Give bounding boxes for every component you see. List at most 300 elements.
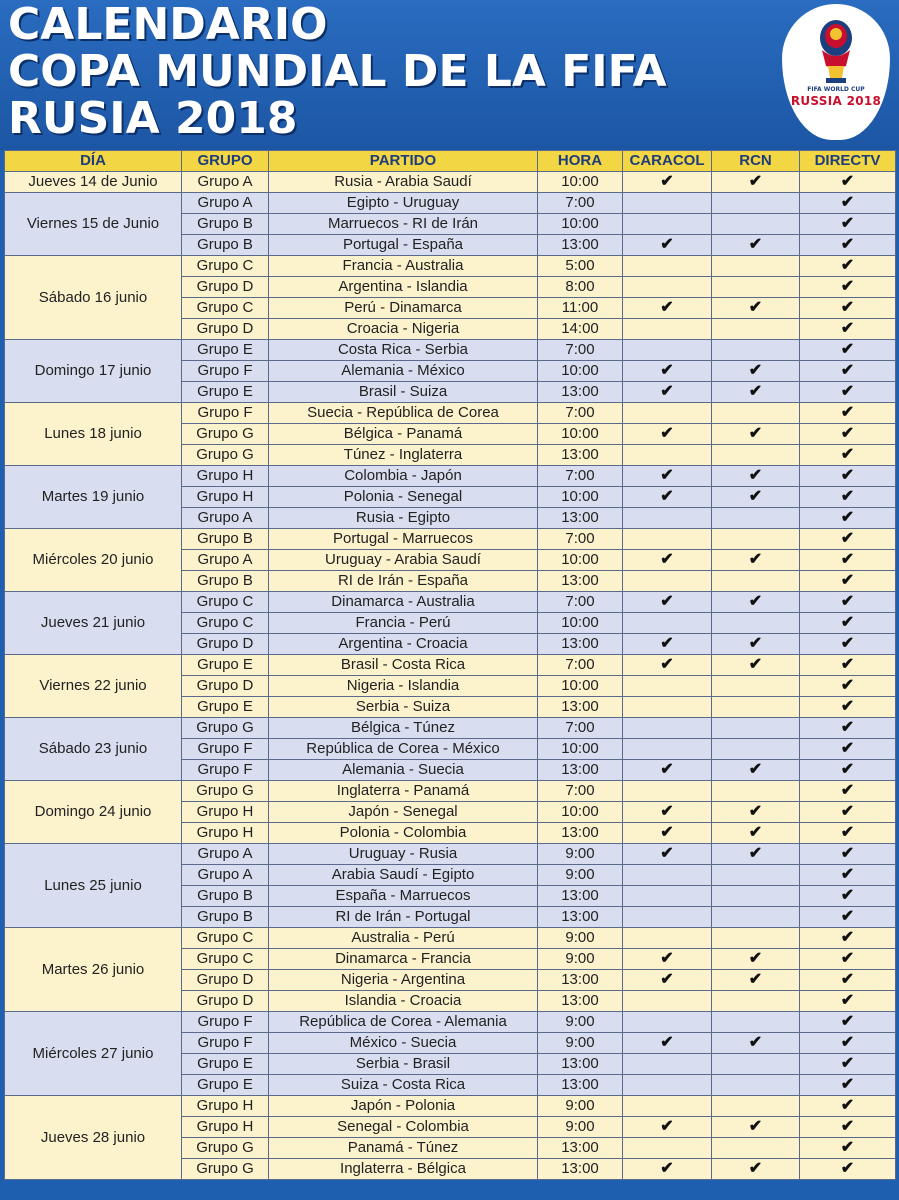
- check-icon: ✔: [840, 614, 855, 631]
- directv-cell: [800, 172, 896, 193]
- group-cell: Grupo A: [182, 550, 269, 571]
- match-row: [5, 655, 896, 676]
- match-cell: Túnez - Inglaterra: [269, 445, 538, 466]
- directv-cell: [800, 508, 896, 529]
- check-icon: ✔: [748, 971, 763, 988]
- time-cell: 10:00: [538, 424, 623, 445]
- title-line-1: CALENDARIO: [8, 0, 328, 50]
- schedule-body: [5, 172, 896, 1180]
- time-cell: 9:00: [538, 1033, 623, 1054]
- check-icon: ✔: [748, 950, 763, 967]
- rcn-cell: [712, 508, 800, 529]
- rcn-cell: [712, 361, 800, 382]
- check-icon: ✔: [748, 1034, 763, 1051]
- rcn-cell: [712, 844, 800, 865]
- check-icon: ✔: [748, 383, 763, 400]
- caracol-cell: [623, 1012, 712, 1033]
- group-cell: Grupo G: [182, 424, 269, 445]
- time-cell: 10:00: [538, 550, 623, 571]
- check-icon: ✔: [840, 467, 855, 484]
- check-icon: ✔: [840, 950, 855, 967]
- check-icon: ✔: [840, 887, 855, 904]
- rcn-cell: [712, 571, 800, 592]
- rcn-cell: [712, 718, 800, 739]
- check-icon: ✔: [660, 824, 674, 841]
- day-cell: Sábado 23 junio: [5, 718, 182, 781]
- directv-cell: [800, 214, 896, 235]
- time-cell: 14:00: [538, 319, 623, 340]
- time-cell: 13:00: [538, 445, 623, 466]
- title-line-3: RUSIA 2018: [8, 93, 298, 144]
- group-cell: Grupo E: [182, 655, 269, 676]
- directv-cell: [800, 970, 896, 991]
- time-cell: 7:00: [538, 655, 623, 676]
- check-icon: ✔: [840, 362, 855, 379]
- caracol-cell: [623, 529, 712, 550]
- check-icon: ✔: [840, 845, 855, 862]
- rcn-cell: [712, 487, 800, 508]
- rcn-cell: [712, 907, 800, 928]
- check-icon: ✔: [840, 1055, 855, 1072]
- check-icon: ✔: [840, 278, 855, 295]
- day-cell: Jueves 28 junio: [5, 1096, 182, 1180]
- rcn-cell: [712, 655, 800, 676]
- match-cell: Perú - Dinamarca: [269, 298, 538, 319]
- check-icon: ✔: [748, 845, 763, 862]
- caracol-cell: [623, 991, 712, 1012]
- group-cell: Grupo A: [182, 172, 269, 193]
- time-cell: 13:00: [538, 991, 623, 1012]
- caracol-cell: [623, 1117, 712, 1138]
- time-cell: 13:00: [538, 1159, 623, 1180]
- rcn-cell: [712, 1117, 800, 1138]
- time-cell: 13:00: [538, 1054, 623, 1075]
- rcn-cell: [712, 1012, 800, 1033]
- match-row: [5, 466, 896, 487]
- check-icon: ✔: [748, 803, 763, 820]
- check-icon: ✔: [840, 1118, 855, 1135]
- check-icon: ✔: [748, 656, 763, 673]
- directv-cell: [800, 718, 896, 739]
- check-icon: ✔: [840, 1097, 855, 1114]
- world-cup-logo: [782, 4, 890, 140]
- check-icon: ✔: [748, 488, 763, 505]
- check-icon: ✔: [840, 824, 855, 841]
- group-cell: Grupo B: [182, 214, 269, 235]
- group-cell: Grupo D: [182, 634, 269, 655]
- match-row: [5, 718, 896, 739]
- check-icon: ✔: [660, 425, 674, 442]
- directv-cell: [800, 760, 896, 781]
- check-icon: ✔: [748, 551, 763, 568]
- match-cell: RI de Irán - España: [269, 571, 538, 592]
- group-cell: Grupo F: [182, 1033, 269, 1054]
- group-cell: Grupo A: [182, 193, 269, 214]
- directv-cell: [800, 613, 896, 634]
- match-cell: Portugal - Marruecos: [269, 529, 538, 550]
- check-icon: ✔: [660, 1034, 674, 1051]
- directv-cell: [800, 382, 896, 403]
- directv-cell: [800, 676, 896, 697]
- time-cell: 13:00: [538, 760, 623, 781]
- time-cell: 9:00: [538, 1096, 623, 1117]
- rcn-cell: [712, 445, 800, 466]
- group-cell: Grupo F: [182, 1012, 269, 1033]
- directv-cell: [800, 487, 896, 508]
- directv-cell: [800, 886, 896, 907]
- match-cell: Rusia - Arabia Saudí: [269, 172, 538, 193]
- check-icon: ✔: [748, 467, 763, 484]
- check-icon: ✔: [840, 383, 855, 400]
- directv-cell: [800, 466, 896, 487]
- group-cell: Grupo D: [182, 991, 269, 1012]
- directv-cell: [800, 424, 896, 445]
- directv-cell: [800, 1054, 896, 1075]
- match-cell: Brasil - Suiza: [269, 382, 538, 403]
- directv-cell: [800, 865, 896, 886]
- match-cell: Alemania - Suecia: [269, 760, 538, 781]
- check-icon: ✔: [840, 677, 855, 694]
- check-icon: ✔: [840, 488, 855, 505]
- check-icon: ✔: [660, 1160, 674, 1177]
- directv-cell: [800, 1138, 896, 1159]
- match-cell: Arabia Saudí - Egipto: [269, 865, 538, 886]
- match-cell: Polonia - Colombia: [269, 823, 538, 844]
- match-cell: Marruecos - RI de Irán: [269, 214, 538, 235]
- check-icon: ✔: [660, 803, 674, 820]
- time-cell: 13:00: [538, 697, 623, 718]
- rcn-cell: [712, 1138, 800, 1159]
- check-icon: ✔: [840, 194, 855, 211]
- rcn-cell: [712, 1075, 800, 1096]
- caracol-cell: [623, 760, 712, 781]
- column-header-group: GRUPO: [182, 151, 269, 172]
- check-icon: ✔: [660, 1118, 674, 1135]
- directv-cell: [800, 235, 896, 256]
- match-cell: Croacia - Nigeria: [269, 319, 538, 340]
- caracol-cell: [623, 382, 712, 403]
- rcn-cell: [712, 424, 800, 445]
- caracol-cell: [623, 1075, 712, 1096]
- time-cell: 7:00: [538, 466, 623, 487]
- rcn-cell: [712, 466, 800, 487]
- match-cell: Uruguay - Arabia Saudí: [269, 550, 538, 571]
- day-cell: Sábado 16 junio: [5, 256, 182, 340]
- directv-cell: [800, 949, 896, 970]
- check-icon: ✔: [840, 236, 855, 253]
- check-icon: ✔: [840, 530, 855, 547]
- time-cell: 9:00: [538, 865, 623, 886]
- title-line-2: COPA MUNDIAL DE LA FIFA: [8, 46, 667, 97]
- check-icon: ✔: [840, 719, 855, 736]
- check-icon: ✔: [660, 173, 674, 190]
- time-cell: 10:00: [538, 739, 623, 760]
- check-icon: ✔: [840, 446, 855, 463]
- directv-cell: [800, 298, 896, 319]
- time-cell: 10:00: [538, 214, 623, 235]
- time-cell: 13:00: [538, 508, 623, 529]
- caracol-cell: [623, 949, 712, 970]
- group-cell: Grupo H: [182, 1117, 269, 1138]
- check-icon: ✔: [840, 803, 855, 820]
- header-banner: [0, 0, 899, 150]
- match-cell: Bélgica - Panamá: [269, 424, 538, 445]
- caracol-cell: [623, 256, 712, 277]
- directv-cell: [800, 991, 896, 1012]
- time-cell: 7:00: [538, 781, 623, 802]
- rcn-cell: [712, 256, 800, 277]
- match-row: [5, 844, 896, 865]
- group-cell: Grupo G: [182, 445, 269, 466]
- group-cell: Grupo C: [182, 298, 269, 319]
- directv-cell: [800, 823, 896, 844]
- check-icon: ✔: [748, 824, 763, 841]
- rcn-cell: [712, 739, 800, 760]
- match-cell: Egipto - Uruguay: [269, 193, 538, 214]
- group-cell: Grupo A: [182, 508, 269, 529]
- check-icon: ✔: [840, 215, 855, 232]
- day-cell: Lunes 18 junio: [5, 403, 182, 466]
- group-cell: Grupo C: [182, 256, 269, 277]
- check-icon: ✔: [748, 362, 763, 379]
- check-icon: ✔: [660, 761, 674, 778]
- rcn-cell: [712, 760, 800, 781]
- caracol-cell: [623, 844, 712, 865]
- caracol-cell: [623, 550, 712, 571]
- caracol-cell: [623, 655, 712, 676]
- match-cell: Japón - Senegal: [269, 802, 538, 823]
- group-cell: Grupo A: [182, 844, 269, 865]
- time-cell: 10:00: [538, 361, 623, 382]
- check-icon: ✔: [748, 635, 763, 652]
- time-cell: 7:00: [538, 403, 623, 424]
- check-icon: ✔: [840, 1139, 855, 1156]
- caracol-cell: [623, 1159, 712, 1180]
- time-cell: 11:00: [538, 298, 623, 319]
- check-icon: ✔: [840, 257, 855, 274]
- day-cell: Miércoles 27 junio: [5, 1012, 182, 1096]
- caracol-cell: [623, 487, 712, 508]
- column-header-time: HORA: [538, 151, 623, 172]
- match-cell: Inglaterra - Panamá: [269, 781, 538, 802]
- directv-cell: [800, 571, 896, 592]
- caracol-cell: [623, 298, 712, 319]
- rcn-cell: [712, 340, 800, 361]
- directv-cell: [800, 781, 896, 802]
- check-icon: ✔: [840, 1160, 855, 1177]
- check-icon: ✔: [840, 740, 855, 757]
- match-cell: Colombia - Japón: [269, 466, 538, 487]
- check-icon: ✔: [840, 173, 855, 190]
- check-icon: ✔: [660, 299, 674, 316]
- time-cell: 7:00: [538, 193, 623, 214]
- check-icon: ✔: [748, 236, 763, 253]
- match-cell: Islandia - Croacia: [269, 991, 538, 1012]
- caracol-cell: [623, 907, 712, 928]
- caracol-cell: [623, 802, 712, 823]
- caracol-cell: [623, 1096, 712, 1117]
- time-cell: 8:00: [538, 277, 623, 298]
- match-cell: México - Suecia: [269, 1033, 538, 1054]
- rcn-cell: [712, 781, 800, 802]
- time-cell: 9:00: [538, 949, 623, 970]
- caracol-cell: [623, 445, 712, 466]
- directv-cell: [800, 445, 896, 466]
- match-row: [5, 1096, 896, 1117]
- check-icon: ✔: [660, 593, 674, 610]
- directv-cell: [800, 1075, 896, 1096]
- time-cell: 13:00: [538, 1075, 623, 1096]
- directv-cell: [800, 802, 896, 823]
- check-icon: ✔: [660, 488, 674, 505]
- check-icon: ✔: [840, 551, 855, 568]
- time-cell: 13:00: [538, 1138, 623, 1159]
- rcn-cell: [712, 697, 800, 718]
- match-cell: Brasil - Costa Rica: [269, 655, 538, 676]
- caracol-cell: [623, 970, 712, 991]
- match-cell: Serbia - Brasil: [269, 1054, 538, 1075]
- check-icon: ✔: [748, 761, 763, 778]
- check-icon: ✔: [840, 572, 855, 589]
- check-icon: ✔: [660, 467, 674, 484]
- check-icon: ✔: [840, 656, 855, 673]
- caracol-cell: [623, 928, 712, 949]
- caracol-cell: [623, 886, 712, 907]
- column-header-directv: DIRECTV: [800, 151, 896, 172]
- group-cell: Grupo F: [182, 403, 269, 424]
- caracol-cell: [623, 1138, 712, 1159]
- group-cell: Grupo B: [182, 529, 269, 550]
- match-row: [5, 340, 896, 361]
- group-cell: Grupo E: [182, 382, 269, 403]
- group-cell: Grupo E: [182, 1075, 269, 1096]
- check-icon: ✔: [840, 593, 855, 610]
- rcn-cell: [712, 235, 800, 256]
- rcn-cell: [712, 382, 800, 403]
- check-icon: ✔: [748, 173, 763, 190]
- directv-cell: [800, 340, 896, 361]
- caracol-cell: [623, 403, 712, 424]
- time-cell: 13:00: [538, 907, 623, 928]
- directv-cell: [800, 907, 896, 928]
- group-cell: Grupo H: [182, 1096, 269, 1117]
- match-cell: Japón - Polonia: [269, 1096, 538, 1117]
- check-icon: ✔: [660, 236, 674, 253]
- caracol-cell: [623, 718, 712, 739]
- match-cell: España - Marruecos: [269, 886, 538, 907]
- caracol-cell: [623, 1033, 712, 1054]
- directv-cell: [800, 1117, 896, 1138]
- day-cell: Viernes 22 junio: [5, 655, 182, 718]
- directv-cell: [800, 928, 896, 949]
- check-icon: ✔: [840, 341, 855, 358]
- time-cell: 7:00: [538, 340, 623, 361]
- match-cell: Bélgica - Túnez: [269, 718, 538, 739]
- check-icon: ✔: [840, 698, 855, 715]
- directv-cell: [800, 256, 896, 277]
- match-row: [5, 1012, 896, 1033]
- match-cell: República de Corea - México: [269, 739, 538, 760]
- group-cell: Grupo G: [182, 1138, 269, 1159]
- time-cell: 9:00: [538, 928, 623, 949]
- check-icon: ✔: [840, 929, 855, 946]
- group-cell: Grupo A: [182, 865, 269, 886]
- column-header-match: PARTIDO: [269, 151, 538, 172]
- match-cell: Alemania - México: [269, 361, 538, 382]
- check-icon: ✔: [660, 845, 674, 862]
- check-icon: ✔: [840, 908, 855, 925]
- match-cell: Nigeria - Argentina: [269, 970, 538, 991]
- group-cell: Grupo G: [182, 718, 269, 739]
- day-cell: Domingo 24 junio: [5, 781, 182, 844]
- check-icon: ✔: [748, 299, 763, 316]
- check-icon: ✔: [840, 299, 855, 316]
- directv-cell: [800, 361, 896, 382]
- caracol-cell: [623, 739, 712, 760]
- check-icon: ✔: [840, 1076, 855, 1093]
- group-cell: Grupo H: [182, 802, 269, 823]
- caracol-cell: [623, 823, 712, 844]
- group-cell: Grupo D: [182, 970, 269, 991]
- rcn-cell: [712, 676, 800, 697]
- match-cell: Suiza - Costa Rica: [269, 1075, 538, 1096]
- match-cell: Dinamarca - Australia: [269, 592, 538, 613]
- time-cell: 9:00: [538, 1117, 623, 1138]
- group-cell: Grupo F: [182, 739, 269, 760]
- rcn-cell: [712, 991, 800, 1012]
- rcn-cell: [712, 802, 800, 823]
- match-cell: Costa Rica - Serbia: [269, 340, 538, 361]
- rcn-cell: [712, 172, 800, 193]
- rcn-cell: [712, 214, 800, 235]
- match-cell: Australia - Perú: [269, 928, 538, 949]
- header-row: [5, 151, 896, 172]
- check-icon: ✔: [840, 635, 855, 652]
- rcn-cell: [712, 298, 800, 319]
- time-cell: 10:00: [538, 676, 623, 697]
- check-icon: ✔: [840, 782, 855, 799]
- check-icon: ✔: [748, 593, 763, 610]
- caracol-cell: [623, 340, 712, 361]
- match-cell: Serbia - Suiza: [269, 697, 538, 718]
- group-cell: Grupo C: [182, 592, 269, 613]
- directv-cell: [800, 193, 896, 214]
- check-icon: ✔: [660, 950, 674, 967]
- column-header-rcn: RCN: [712, 151, 800, 172]
- caracol-cell: [623, 319, 712, 340]
- rcn-cell: [712, 1096, 800, 1117]
- day-cell: Martes 26 junio: [5, 928, 182, 1012]
- group-cell: Grupo C: [182, 928, 269, 949]
- match-cell: Francia - Australia: [269, 256, 538, 277]
- caracol-cell: [623, 214, 712, 235]
- caracol-cell: [623, 277, 712, 298]
- match-cell: Nigeria - Islandia: [269, 676, 538, 697]
- column-header-caracol: CARACOL: [623, 151, 712, 172]
- day-cell: Lunes 25 junio: [5, 844, 182, 928]
- directv-cell: [800, 739, 896, 760]
- time-cell: 13:00: [538, 970, 623, 991]
- caracol-cell: [623, 697, 712, 718]
- check-icon: ✔: [748, 1160, 763, 1177]
- match-cell: Panamá - Túnez: [269, 1138, 538, 1159]
- check-icon: ✔: [840, 320, 855, 337]
- time-cell: 10:00: [538, 802, 623, 823]
- caracol-cell: [623, 865, 712, 886]
- check-icon: ✔: [748, 1118, 763, 1135]
- caracol-cell: [623, 172, 712, 193]
- caracol-cell: [623, 634, 712, 655]
